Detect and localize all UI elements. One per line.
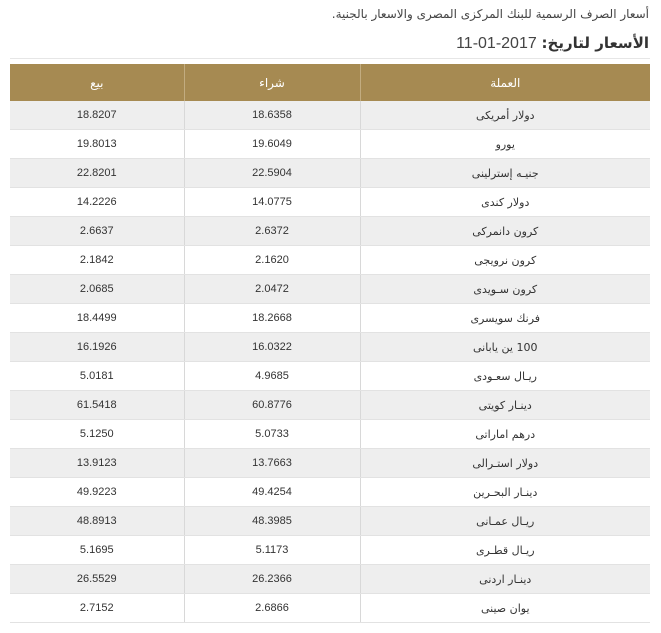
intro-text: أسعار الصرف الرسمية للبنك المركزى المصرى والاسعار بالجنية.: [331, 7, 649, 21]
sell-rate-cell: 18.4499: [10, 304, 184, 333]
sell-rate-cell: 48.8913: [10, 507, 184, 536]
currency-cell: ريـال قطـرى: [360, 536, 650, 565]
table-row: [10, 565, 650, 594]
sell-rate-cell: 19.8013: [10, 130, 184, 159]
table-row: [10, 217, 650, 246]
table-header: [10, 64, 650, 101]
buy-rate-cell: 2.6372: [184, 217, 360, 246]
buy-rate-cell: 13.7663: [184, 449, 360, 478]
buy-rate-cell: 2.1620: [184, 246, 360, 275]
currency-cell: 100 ين يابانى: [360, 333, 650, 362]
table-row: [10, 536, 650, 565]
exchange-rates-table: [10, 64, 650, 623]
currency-cell: كرون دانمركى: [360, 217, 650, 246]
table-row: [10, 362, 650, 391]
currency-cell: دولار كندى: [360, 188, 650, 217]
table-row: [10, 246, 650, 275]
sell-rate-cell: 2.0685: [10, 275, 184, 304]
currency-cell: فرنك سويسرى: [360, 304, 650, 333]
buy-rate-cell: 5.0733: [184, 420, 360, 449]
table-row: [10, 101, 650, 130]
table-row: [10, 507, 650, 536]
buy-rate-cell: 60.8776: [184, 391, 360, 420]
buy-rate-cell: 26.2366: [184, 565, 360, 594]
sell-rate-cell: 18.8207: [10, 101, 184, 130]
currency-cell: يوان صينى: [360, 594, 650, 623]
sell-rate-cell: 5.0181: [10, 362, 184, 391]
buy-rate-cell: 16.0322: [184, 333, 360, 362]
currency-cell: دولار أمريكى: [360, 101, 650, 130]
header-sell: بيع: [10, 64, 184, 101]
header-currency: العملة: [360, 64, 650, 101]
table-row: [10, 391, 650, 420]
header-buy: شراء: [184, 64, 360, 101]
table-row: [10, 130, 650, 159]
date-label: الأسعار لتاريخ:: [541, 34, 649, 52]
buy-rate-cell: 14.0775: [184, 188, 360, 217]
currency-cell: ريـال عمـانى: [360, 507, 650, 536]
currency-cell: دينـار كويتى: [360, 391, 650, 420]
currency-cell: ريـال سعـودى: [360, 362, 650, 391]
sell-rate-cell: 26.5529: [10, 565, 184, 594]
buy-rate-cell: 2.6866: [184, 594, 360, 623]
date-value: 2017-01-11: [456, 35, 537, 52]
table-row: [10, 478, 650, 507]
sell-rate-cell: 16.1926: [10, 333, 184, 362]
sell-rate-cell: 2.7152: [10, 594, 184, 623]
divider: [10, 58, 650, 59]
table-row: [10, 275, 650, 304]
sell-rate-cell: 2.6637: [10, 217, 184, 246]
table-body: [10, 101, 650, 623]
sell-rate-cell: 14.2226: [10, 188, 184, 217]
sell-rate-cell: 5.1695: [10, 536, 184, 565]
buy-rate-cell: 2.0472: [184, 275, 360, 304]
table-row: [10, 594, 650, 623]
table-row: [10, 420, 650, 449]
header-row: [10, 64, 650, 101]
sell-rate-cell: 2.1842: [10, 246, 184, 275]
buy-rate-cell: 22.5904: [184, 159, 360, 188]
table-row: [10, 304, 650, 333]
sell-rate-cell: 49.9223: [10, 478, 184, 507]
buy-rate-cell: 18.6358: [184, 101, 360, 130]
table-row: [10, 333, 650, 362]
table-row: [10, 159, 650, 188]
buy-rate-cell: 5.1173: [184, 536, 360, 565]
currency-cell: دينـار اردنى: [360, 565, 650, 594]
currency-cell: دينـار البحـرين: [360, 478, 650, 507]
sell-rate-cell: 13.9123: [10, 449, 184, 478]
table-row: [10, 449, 650, 478]
buy-rate-cell: 48.3985: [184, 507, 360, 536]
currency-cell: كرون سـويدى: [360, 275, 650, 304]
buy-rate-cell: 19.6049: [184, 130, 360, 159]
table-row: [10, 188, 650, 217]
buy-rate-cell: 18.2668: [184, 304, 360, 333]
currency-cell: كرون نرويجى: [360, 246, 650, 275]
buy-rate-cell: 49.4254: [184, 478, 360, 507]
sell-rate-cell: 61.5418: [10, 391, 184, 420]
currency-cell: جنيـه إسترلينى: [360, 159, 650, 188]
currency-cell: يورو: [360, 130, 650, 159]
sell-rate-cell: 22.8201: [10, 159, 184, 188]
sell-rate-cell: 5.1250: [10, 420, 184, 449]
buy-rate-cell: 4.9685: [184, 362, 360, 391]
currency-cell: دولار استـرالى: [360, 449, 650, 478]
rates-date-heading: [10, 33, 649, 54]
currency-cell: درهم اماراتى: [360, 420, 650, 449]
